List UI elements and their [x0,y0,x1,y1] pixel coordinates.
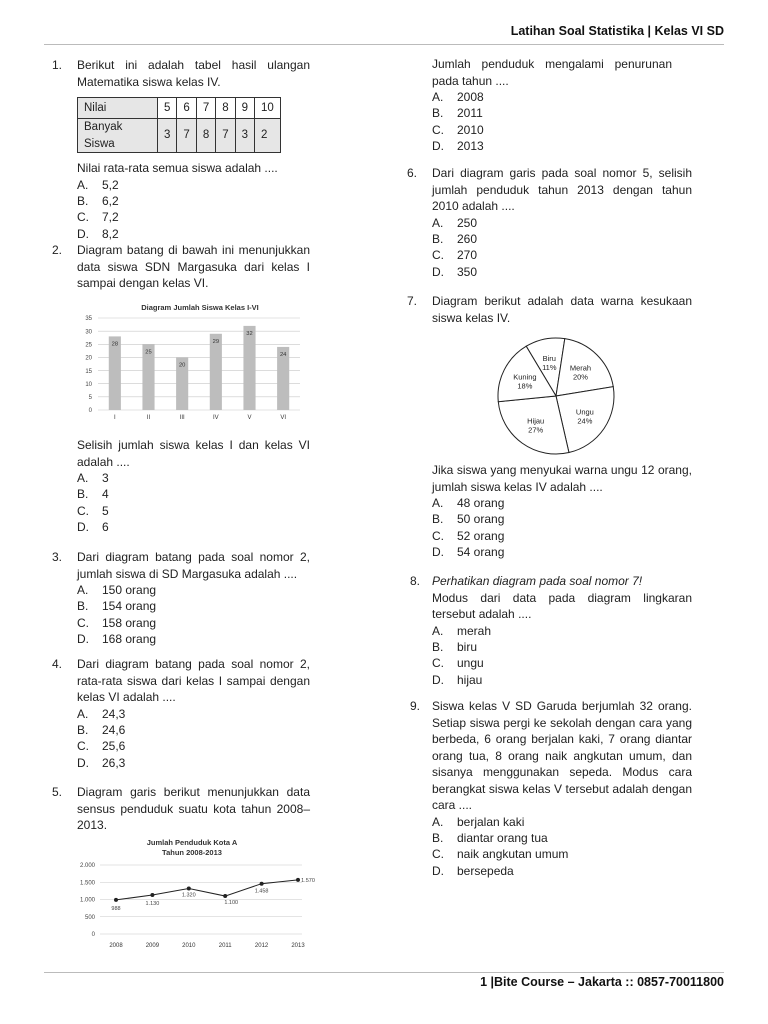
question-prompt: Selisih jumlah siswa kelas I dan kelas VI adalah .... [77,438,310,469]
table-cell: 9 [235,98,254,119]
series-line [116,880,298,900]
option-text: 260 [457,231,478,246]
x-tick-label: 2012 [254,943,269,949]
option-text: 6 [102,520,109,535]
answer-option [77,706,310,722]
answer-option [432,89,692,105]
answer-option [432,511,692,527]
data-point [150,893,154,897]
x-tick-label: II [146,415,151,421]
x-tick-label: 2013 [291,943,305,949]
option-text: 8,2 [102,226,119,241]
option-letter: B. [77,599,89,614]
x-tick-label: VI [280,415,287,421]
answer-options [432,215,692,281]
answer-option [77,177,310,193]
answer-option [77,470,310,486]
answer-option [432,639,692,655]
option-letter: C. [77,739,89,754]
option-letter: C. [432,248,444,263]
answer-options [77,582,310,648]
answer-option [77,193,310,209]
answer-option [432,863,692,879]
slice-percent: 24% [577,416,593,426]
option-letter: B. [432,231,444,246]
option-letter: B. [77,722,89,737]
question-number: 2. [52,243,63,257]
option-text: 4 [102,487,109,502]
y-tick-label: 10 [85,381,92,388]
question-number: 9. [410,699,421,713]
option-letter: D. [432,863,444,878]
bar-value-label: 32 [246,330,253,337]
option-letter: B. [77,193,89,208]
option-text: 54 orang [457,545,505,560]
y-tick-label: 25 [85,342,92,349]
option-text: 3 [102,471,109,485]
option-text: 25,6 [102,739,126,754]
table-cell: 5 [158,98,177,119]
option-letter: A. [77,177,89,192]
y-tick-label: 2.000 [79,863,95,870]
answer-options [432,89,692,155]
option-text: 5,2 [102,177,119,192]
question-number: 4. [52,657,63,671]
y-tick-label: 0 [91,932,95,939]
option-text: 270 [457,248,478,263]
answer-option [432,814,692,830]
bar-value-label: 29 [212,338,220,345]
answer-option [432,495,692,511]
answer-options [77,177,310,243]
option-letter: A. [77,583,89,597]
data-point [114,898,118,902]
data-point [296,878,300,882]
option-letter: B. [432,512,444,527]
slice-percent: 18% [517,381,533,391]
page-header-title: Latihan Soal Statistika | Kelas VI SD [510,24,724,38]
question-number: 6. [407,166,418,180]
slice-label: Ungu [575,407,594,417]
y-tick-label: 0 [88,408,92,415]
option-text: diantar orang tua [457,830,548,845]
y-tick-label: 500 [84,914,95,921]
x-tick-label: V [247,415,252,421]
answer-option [432,830,692,846]
answer-option [77,615,310,631]
option-letter: C. [432,528,444,543]
question-2-prompt [77,437,310,536]
answer-option [432,672,692,688]
option-text: 24,3 [102,706,126,721]
option-letter: A. [432,496,444,510]
x-tick-label: 2011 [218,943,232,949]
option-letter: C. [77,503,89,518]
answer-option [77,582,310,598]
answer-option [432,231,692,247]
option-letter: C. [77,615,89,630]
answer-option [432,655,692,671]
option-letter: C. [432,122,444,137]
question-number: 5. [52,785,63,799]
question-prompt: Jumlah penduduk mengalami penurunan pada tahun .... [432,57,672,88]
answer-option [432,122,692,138]
question-prompt: Jika siswa yang menyukai warna ungu 12 orang, jumlah siswa kelas IV adalah .... [432,463,692,494]
question-instruction: Perhatikan diagram pada soal nomor 7! [432,574,643,588]
footer-divider [44,972,724,973]
answer-options [52,470,310,536]
answer-options [432,495,692,561]
bar-value-label: 25 [145,349,152,356]
question-number: 3. [52,550,63,564]
x-tick-label: 2009 [145,943,160,949]
option-letter: A. [432,215,444,230]
answer-options [432,623,692,689]
answer-option [432,215,692,231]
table-cell: 3 [235,119,254,153]
question-number: 7. [407,294,418,308]
option-letter: A. [432,814,444,829]
table-cell: 8 [196,119,215,153]
data-label: 1.320 [181,892,196,899]
bar-value-label: 28 [111,341,119,348]
chart-title: Jumlah Penduduk Kota A [146,838,238,847]
answer-option [432,846,692,862]
answer-option [77,503,310,519]
bar [243,326,255,410]
option-text: bersepeda [457,863,514,878]
option-text: 26,3 [102,755,126,770]
question-number: 1. [52,58,63,72]
option-letter: A. [432,623,444,638]
data-point [223,894,227,898]
table-cell: 7 [216,119,235,153]
slice-label: Biru [542,353,556,363]
x-tick-label: IV [212,415,219,421]
option-letter: B. [432,639,444,654]
y-tick-label: 15 [85,368,92,375]
bar-value-label: 24 [279,351,287,358]
chart-subtitle: Tahun 2008-2013 [162,848,222,857]
answer-option [432,105,692,121]
question-text: Dari diagram batang pada soal nomor 2, jumlah siswa di SD Margasuka adalah .... [77,550,310,581]
option-text: 154 orang [102,599,157,614]
option-text: 2011 [457,106,483,121]
question-number: 8. [410,574,421,588]
slice-percent: 11% [542,362,557,372]
data-label: 1.570 [301,877,315,884]
answer-option [432,138,692,154]
option-letter: A. [77,706,89,721]
question-text: Diagram garis berikut menunjukkan data sensus penduduk suatu kota tahun 2008–2013. [77,785,310,832]
answer-options [432,814,692,880]
question-1 [52,57,310,241]
option-text: biru [457,639,478,654]
answer-option [432,247,692,263]
score-table-row [78,98,281,119]
answer-option [432,528,692,544]
option-letter: D. [432,672,444,687]
option-text: 24,6 [102,722,126,737]
option-text: 150 orang [102,583,157,597]
table-cell: 3 [158,119,177,153]
question-text: Dari diagram batang pada soal nomor 2, rata-rata siswa dari kelas I sampai dengan kelas VI adalah .... [77,657,310,704]
option-text: 250 [457,215,478,230]
question-5-continued [432,56,692,155]
x-tick-label: 2010 [182,943,196,949]
score-table [77,97,281,153]
answer-option [432,623,692,639]
option-letter: A. [77,471,89,485]
y-tick-label: 35 [85,316,92,323]
option-text: 168 orang [102,632,157,647]
chart-title: Diagram Jumlah Siswa Kelas I-VI [141,303,259,312]
question-text: Diagram batang di bawah ini menunjukkan data siswa SDN Margasuka dari kelas I sampai dengan kelas VI. [77,243,310,290]
bar [210,334,222,410]
table-cell: 8 [216,98,235,119]
answer-option [77,519,310,535]
data-label: 988 [111,905,121,912]
option-text: 350 [457,264,478,279]
option-letter: B. [432,106,444,121]
pie-chart [476,334,636,458]
option-letter: C. [77,210,89,225]
question-text: Modus dari data pada diagram lingkaran tersebut adalah .... [432,590,692,621]
option-letter: D. [77,632,89,647]
option-text: 2013 [457,139,484,154]
data-label: 1.130 [145,901,160,908]
option-text: 50 orang [457,512,505,527]
answer-option [77,209,310,225]
table-cell: 7 [196,98,215,119]
answer-option [77,486,310,502]
x-tick-label: 2008 [109,943,123,949]
y-tick-label: 20 [85,355,92,362]
option-letter: A. [432,90,444,104]
x-tick-label: III [179,415,185,421]
table-cell: 6 [177,98,196,119]
option-text: 7,2 [102,210,119,225]
option-letter: C. [432,656,444,671]
question-text: Diagram berikut adalah data warna kesukaan siswa kelas IV. [432,294,692,325]
option-text: 2008 [457,90,484,104]
slice-percent: 20% [572,372,588,382]
line-chart [70,835,315,953]
answer-option [77,738,310,754]
bar [109,336,121,410]
table-cell: 7 [177,119,196,153]
answer-option [432,264,692,280]
option-letter: D. [77,520,89,535]
option-letter: D. [77,226,89,241]
option-letter: D. [77,755,89,770]
table-cell: Nilai [78,98,158,119]
answer-options [77,706,310,772]
question-prompt: Nilai rata-rata semua siswa adalah .... [77,161,278,175]
answer-option [77,631,310,647]
x-tick-label: I [113,415,116,421]
score-table-row [78,119,281,153]
option-text: 52 orang [457,528,505,543]
question-text: Dari diagram garis pada soal nomor 5, selisih jumlah penduduk tahun 2013 dengan tahun 2010 adalah .... [432,166,692,213]
slice-label: Kuning [513,372,537,382]
y-tick-label: 1.500 [79,880,95,887]
slice-label: Merah [569,363,592,373]
data-point [187,886,191,890]
option-letter: B. [432,830,444,845]
page-footer: 1 |Bite Course – Jakarta :: 0857-70011800 [480,975,724,989]
option-text: 158 orang [102,615,157,630]
option-text: 2010 [457,122,484,137]
option-letter: B. [77,487,89,502]
table-cell: 2 [255,119,281,153]
question-7-prompt [432,462,692,561]
bar-value-label: 20 [178,362,186,369]
option-letter: D. [432,545,444,560]
bar-chart [72,298,310,426]
data-label: 1.458 [254,888,269,895]
option-text: 5 [102,503,109,518]
header-divider [44,44,724,45]
option-letter: D. [432,264,444,279]
option-text: 48 orang [457,496,505,510]
option-letter: D. [432,139,444,154]
option-text: merah [457,623,492,638]
answer-option [432,544,692,560]
answer-option [77,226,310,242]
option-letter: C. [432,847,444,862]
y-tick-label: 30 [85,329,92,336]
answer-option [77,722,310,738]
y-tick-label: 1.000 [79,897,95,904]
option-text: naik angkutan umum [457,847,569,862]
option-text: 6,2 [102,193,119,208]
answer-option [77,755,310,771]
table-cell: Banyak Siswa [78,119,158,153]
option-text: hijau [457,672,483,687]
data-point [260,882,264,886]
option-text: berjalan kaki [457,814,525,829]
slice-label: Hijau [527,416,545,426]
question-text: Berikut ini adalah tabel hasil ulangan Matematika siswa kelas IV. [77,58,310,89]
y-tick-label: 5 [88,395,92,402]
slice-percent: 27% [528,425,544,435]
option-text: ungu [457,656,484,671]
question-text: Siswa kelas V SD Garuda berjumlah 32 orang. Setiap siswa pergi ke sekolah dengan cara yang berbeda, 6 orang berjalan kaki, 7 orang diantar orang tua, 8 orang naik angkutan umum, dan sisanya menggunakan sepeda. Modus cara berangkat siswa kelas V tersebut adalah dengan cara .... [432,699,692,812]
data-label: 1.100 [224,900,239,907]
table-cell: 10 [255,98,281,119]
answer-option [77,598,310,614]
